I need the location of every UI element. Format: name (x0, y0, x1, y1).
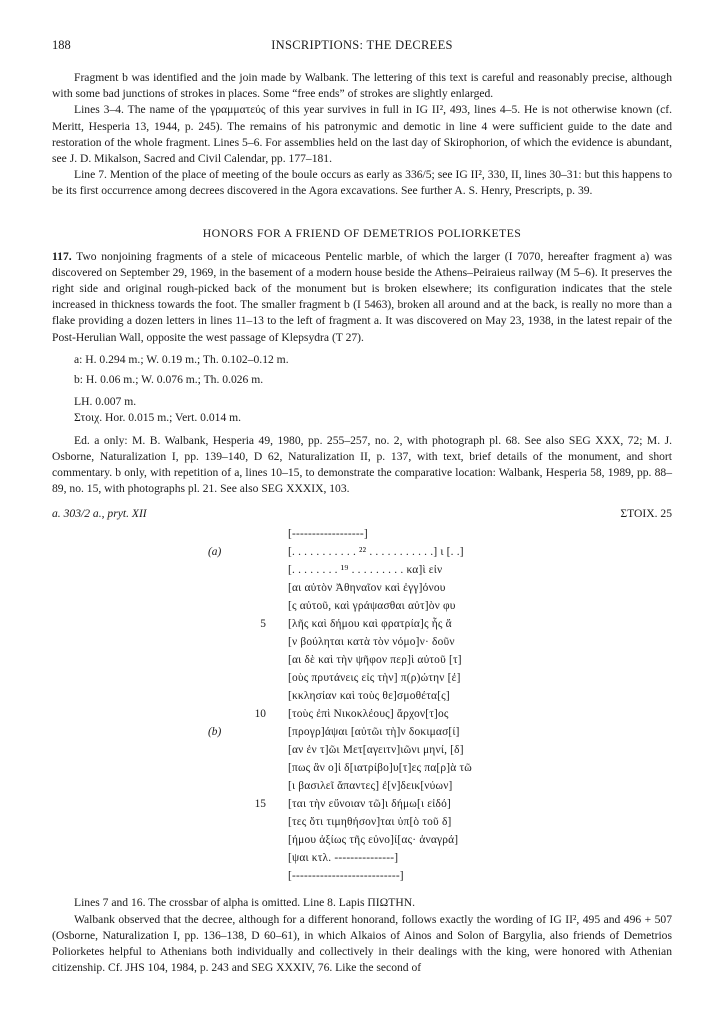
inscription-line-text: [------------------] (288, 528, 368, 541)
inscription-line-text: [αι δὲ καὶ τὴν ψῆφον περ]ὶ αὐτοῦ [τ] (288, 654, 462, 667)
inscription-line-text: [ι βασιλεῖ ἅπαντες] ἐ[ν]δεικ[νύων] (288, 780, 453, 793)
inscription-line-text: [ήμου ἀξίως τῆς εὐνο]ί[ας· ἀναγρά] (288, 834, 459, 847)
paragraph: Fragment b was identified and the join made by Walbank. The lettering of this text is careful and reasonably precise, although with some bad junctions of strokes in places. Some “free ends” of strokes are slightly enlarged. (52, 71, 672, 101)
inscription-line-text: [αι αὐτὸν Ἀθηναῖον καὶ ἐγγ]όνου (288, 582, 446, 595)
line-number: 10 (254, 708, 266, 721)
inscription-line (52, 579, 672, 597)
inscription-line (52, 849, 672, 867)
line-number: 5 (260, 618, 266, 631)
note-paragraph: Lines 7 and 16. The crossbar of alpha is omitted. Line 8. Lapis ΠΙΩΤΗΝ. (74, 896, 416, 910)
line-number: 15 (254, 798, 266, 811)
measurement-b: b: H. 0.06 m.; W. 0.076 m.; Th. 0.026 m. (74, 373, 264, 387)
inscription-line (52, 759, 672, 777)
inscription-line (52, 543, 672, 561)
inscription-line (52, 777, 672, 795)
inscription-line (52, 651, 672, 669)
inscription-line (52, 669, 672, 687)
inscription-line-text: [ν βούληται κατὰ τὸν νόμο]ν· δοῦν (288, 636, 455, 649)
inscription-line-text: [ται τὴν εὔνοιαν τῶ]ι δήμω[ι εἰδό] (288, 798, 451, 811)
inscription-line (52, 561, 672, 579)
inscription-line (52, 615, 672, 633)
inscription-text (52, 525, 672, 885)
running-title: INSCRIPTIONS: THE DECREES (271, 38, 453, 52)
editions-paragraph: Ed. a only: M. B. Walbank, Hesperia 49, 1980, pp. 255–257, no. 2, with photograph pl. 68. See also SEG XXX, 72; M. J. Osborne, Naturalization I, pp. 139–140, D 62, Naturalization II, p. 137, with text, brief details of the monument, and short commentary. b only, with repetition of a, lines 10–15, to demonstrate the comparative location: Walbank, Hesperia 58, 1989, pp. 88–89, no. 15, with photographs pl. 21. See also SEG XXXIX, 103. (52, 433, 672, 496)
inscription-line (52, 723, 672, 741)
inscription-line-text: [τοὺς ἐπὶ Νικοκλέους] ἄρχον[τ]ος (288, 708, 449, 721)
inscription-line-text: [ψαι κτλ. ---------------] (288, 852, 399, 865)
inscription-line-text: [αν ἐν τ]ῶι Μετ[αγειτν]ιῶνι μηνί, [δ] (288, 744, 464, 757)
stoichedon-label: ΣΤΟΙΧ. 25 (620, 507, 672, 521)
paragraph: Lines 3–4. The name of the γραμματεύς of this year survives in full in IG II², 493, lines 4–5. He is not otherwise known (cf. Meritt, Hesperia 13, 1944, p. 245). The remains of his patronymic and demotic in line 4 were sufficient guide to the date and restoration of the whole fragment. Lines 5–6. For assemblies held on the last day of Skirophorion, of which the evidence is abundant, see J. D. Mikalson, Sacred and Civil Calendar, pp. 177–181. (52, 103, 672, 166)
inscription-line (52, 795, 672, 813)
intro-commentary (52, 70, 672, 200)
inscription-line-text: [. . . . . . . . ¹⁹ . . . . . . . . . κα]ὶ εἰν (288, 564, 443, 577)
inscription-line-text: [οὺς πρυτάνεις εἰς τὴν] π(ρ)ώτην [ἐ] (288, 672, 461, 685)
inscription-line (52, 687, 672, 705)
inscription-line (52, 867, 672, 885)
inscription-line-text: [προγρ]άψαι [αὐτῶι τὴ]ν δοκιμασ[ί] (288, 726, 460, 739)
inscription-line (52, 813, 672, 831)
page-header (52, 38, 672, 58)
letter-height: LH. 0.007 m. (74, 395, 137, 409)
inscription-line-text: [. . . . . . . . . . . ²² . . . . . . . . . . .] ι [. .] (288, 546, 464, 559)
inscription-line (52, 741, 672, 759)
inscription-line (52, 633, 672, 651)
entry-description-text: Two nonjoining fragments of a stele of micaceous Pentelic marble, of which the larger (I 7070, hereafter fragment a) was discovered on September 29, 1969, in the basement of a modern house beside the Athens–Peiraieus railway (M 5–6). It preserves the right side and original rough-picked back of the monument but is broken elsewhere; its configuration indicates that the stele increased in thickness towards the foot. The smaller fragment b (I 5463), broken all around and at the back, is really no more than a flake providing a dozen letters in lines 11–13 to the left of fragment a. It was discovered on May 23, 1938, in the latest repair of the Post-Herulian Wall, opposite the west passage of Klepsydra (T 27). (52, 249, 672, 344)
fragment-label: (b) (208, 726, 222, 739)
inscription-line-text: [πως ἂν ο]ἱ δ[ιατρίβο]υ[τ]ες πα[ρ]ὰ τῶ (288, 762, 472, 775)
entry-number: 117. (52, 249, 72, 263)
notes (52, 895, 672, 976)
note-paragraph: Walbank observed that the decree, although for a different honorand, follows exactly the wording of IG II², 495 and 496 + 507 (Osborne, Naturalization I, pp. 136–138, D 60–61), in which Alkaios of Ainos and Solon of Bargylia, also friends of Demetrios Poliorketes helpful to Athenians both individually and collectively in their dealings with the king, were honored with Athenian citizenship. Cf. JHS 104, 1984, p. 243 and SEG XXXIV, 76. Like the second of (52, 912, 672, 975)
fragment-label: (a) (208, 546, 222, 559)
inscription-line-text: [---------------------------] (288, 870, 404, 883)
paragraph: Line 7. Mention of the place of meeting of the boule occurs as early as 336/5; see IG II², 330, II, lines 30–31: but this happens to be its first occurrence among decrees discovered in the Agora excavations. See further A. S. Henry, Prescripts, p. 39. (52, 168, 672, 198)
inscription-line (52, 525, 672, 543)
inscription-line-text: [τες ὅτι τιμηθήσον]ται ὑπ[ὸ τοῦ δ] (288, 816, 452, 829)
section-heading: HONORS FOR A FRIEND OF DEMETRIOS POLIORKETES (202, 225, 522, 240)
stoichedon-spacing: Στοιχ. Hor. 0.015 m.; Vert. 0.014 m. (74, 411, 242, 425)
document-page (52, 38, 672, 976)
page-number: 188 (52, 38, 71, 52)
inscription-line-text: [κκλησίαν καὶ τοὺς θε]σμοθέτα[ς] (288, 690, 450, 703)
inscription-line (52, 831, 672, 849)
inscription-line (52, 705, 672, 723)
inscription-line-text: [ς αὐτοῦ, καὶ γράψασθαι αὐτ]ὸν φυ (288, 600, 456, 613)
inscription-line-text: [λῆς καὶ δήμου καὶ φρατρία]ς ἧς ἄ (288, 618, 452, 631)
inscription-line (52, 597, 672, 615)
entry-description (52, 249, 672, 346)
inscription-header (52, 507, 672, 525)
inscription-date: a. 303/2 a., pryt. XII (52, 507, 147, 521)
measurement-a: a: H. 0.294 m.; W. 0.19 m.; Th. 0.102–0.12 m. (74, 352, 289, 366)
